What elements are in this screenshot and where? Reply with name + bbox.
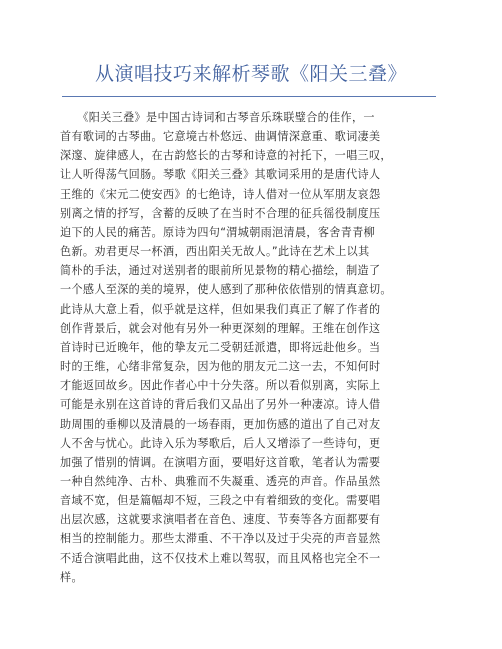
body-line: 此诗从大意上看，似乎就是这样，但如果我们真正了解了作者的: [60, 302, 381, 316]
document-body: [60, 108, 440, 587]
body-line: 让人听得荡气回肠。琴歌《阳关三叠》其歌词采用的是唐代诗人: [60, 168, 381, 182]
body-line: 深邃、旋律感人，在古韵悠长的古琴和诗意的衬托下，一唱三叹，: [60, 149, 392, 163]
body-line: 别离之情的抒写，含蓄的反映了在当时不合理的征兵徭役制度压: [60, 206, 381, 220]
title-divider: [62, 96, 436, 97]
body-line: 色新。劝君更尽一杯酒，西出阳关无故人。”此诗在艺术上以其: [60, 245, 370, 259]
document-title: 从演唱技巧来解析琴歌《阳关三叠》: [94, 63, 407, 85]
body-line: 首有歌词的古琴曲。它意境古朴悠远、曲调情深意重、歌词凄美: [60, 130, 381, 144]
body-line: 加强了惜别的情调。在演唱方面，要唱好这首歌，笔者认为需要: [60, 455, 381, 469]
body-line: 音域不宽，但是篇幅却不短，三段之中有着细致的变化。需要唱: [60, 494, 381, 508]
body-line: 人不舍与忧心。此诗入乐为琴歌后，后人又增添了一些诗句，更: [60, 436, 381, 450]
body-line: 样。: [60, 570, 83, 584]
body-line: 一个感人至深的美的境界，使人感到了那种依依惜别的情真意切。: [60, 283, 392, 297]
body-line: 《阳关三叠》是中国古诗词和古琴音乐珠联璧合的佳作，一: [60, 111, 375, 124]
body-line: 不适合演唱此曲，这不仅技术上难以驾驭，而且风格也完全不一: [60, 551, 381, 565]
body-line: 简朴的手法，通过对送别者的眼前所见景物的精心描绘，制造了: [60, 264, 381, 278]
body-line: 王维的《宋元二使安西》的七绝诗，诗人借对一位从军朋友哀怨: [60, 187, 381, 201]
body-line: 助周围的垂柳以及清晨的一场春雨，更加伤感的道出了自己对友: [60, 417, 381, 431]
body-line: 时的王维，心绪非常复杂，因为他的朋友元二这一去，不知何时: [60, 360, 381, 374]
body-line: 首诗时已近晚年，他的挚友元二受朝廷派遣，即将远赴他乡。当: [60, 340, 381, 354]
body-line: 可能是永别在这首诗的背后我们又品出了另外一种凄凉。诗人借: [60, 398, 381, 412]
body-line: 才能返回故乡。因此作者心中十分失落。所以看似别离，实际上: [60, 379, 381, 393]
body-line: 相当的控制能力。那些太滞重、不干净以及过于尖亮的声音显然: [60, 532, 381, 546]
body-line: 出层次感，这就要求演唱者在音色、速度、节奏等各方面都要有: [60, 513, 381, 527]
body-line: 一种自然纯净、古朴、典雅而不失凝重、透亮的声音。作品虽然: [60, 474, 381, 488]
body-line: 创作背景后，就会对他有另外一种更深刻的理解。王维在创作这: [60, 321, 381, 335]
body-line: 迫下的人民的痛苦。原诗为四句“渭城朝雨浥清晨，客舍青青柳: [60, 225, 376, 239]
